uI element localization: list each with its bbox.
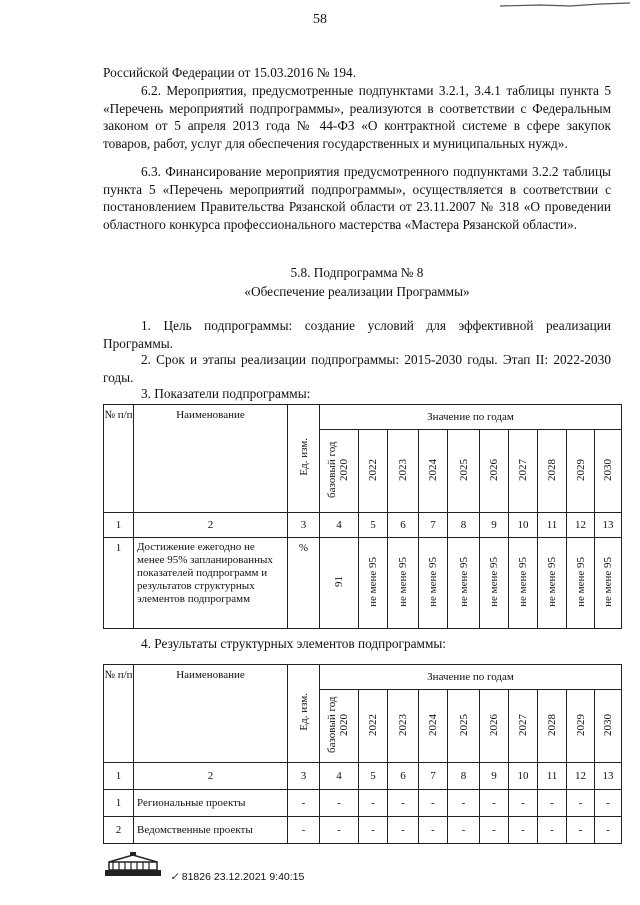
row-value-text: не мене 95 [367, 556, 379, 607]
row-value: - [509, 817, 538, 844]
row-value: - [448, 817, 480, 844]
table-row [104, 817, 622, 844]
row-value: - [388, 817, 419, 844]
col-number: 4 [320, 763, 359, 790]
column-number-row [104, 513, 622, 538]
col-number: 3 [288, 763, 320, 790]
col-number: 3 [288, 513, 320, 538]
header-year [480, 430, 509, 513]
table-row [104, 538, 622, 629]
year-label: 2030 [602, 713, 614, 736]
row-value: - [419, 790, 448, 817]
col-number: 13 [595, 513, 622, 538]
row-num: 2 [104, 817, 134, 844]
row-value [509, 538, 538, 629]
row-unit: - [288, 817, 320, 844]
header-name: Наименование [134, 665, 288, 763]
year-label: 2029 [574, 458, 587, 481]
check-mark-icon: ✓ [170, 871, 179, 883]
header-year [448, 690, 480, 763]
header-year [595, 690, 622, 763]
col-number: 12 [567, 763, 595, 790]
subprogram-goal: 1. Цель подпрограммы: создание условий для эффективной реализации Программы. [103, 318, 611, 351]
header-values: Значение по годам [320, 665, 622, 690]
col-number: 6 [388, 513, 419, 538]
year-label: 2027 [517, 458, 529, 481]
row-value: - [480, 817, 509, 844]
subprogram-title: «Обеспечение реализации Программы» [244, 284, 470, 299]
row-value [419, 538, 448, 629]
col-number: 4 [320, 513, 359, 538]
header-unit-text: Ед. изм. [297, 438, 310, 476]
header-year [567, 690, 595, 763]
col-number: 5 [359, 763, 388, 790]
document-id: 81826 23.12.2021 9:40:15 [181, 871, 305, 883]
col-number: 9 [480, 763, 509, 790]
row-value-text: не мене 95 [574, 556, 587, 607]
header-year [419, 690, 448, 763]
year-label: 2024 [427, 713, 439, 736]
row-value-text: не мене 95 [517, 556, 529, 607]
row-value [595, 538, 622, 629]
row-value-text: не мене 95 [427, 556, 439, 607]
col-number: 2 [134, 763, 288, 790]
col-number: 6 [388, 763, 419, 790]
row-value [359, 538, 388, 629]
header-base-year-text: базовый год 2020 [326, 696, 350, 753]
row-value-text: не мене 95 [488, 556, 500, 607]
row-base [320, 538, 359, 629]
row-num: 1 [104, 538, 134, 629]
indicators-table [103, 404, 622, 629]
row-name: Региональные проекты [134, 790, 288, 817]
row-unit: - [288, 790, 320, 817]
col-number: 13 [595, 763, 622, 790]
row-value [538, 538, 567, 629]
header-year [509, 690, 538, 763]
col-number: 11 [538, 513, 567, 538]
row-base: - [320, 817, 359, 844]
row-num: 1 [104, 790, 134, 817]
year-label: 2022 [367, 713, 379, 736]
col-number: 12 [567, 513, 595, 538]
row-value: - [538, 790, 567, 817]
year-label: 2030 [602, 458, 614, 481]
col-number: 10 [509, 513, 538, 538]
year-label: 2029 [574, 713, 587, 736]
paragraph-continuation: Российской Федерации от 15.03.2016 № 194. [103, 65, 357, 80]
subprogram-timeline: 2. Срок и этапы реализации подпрограммы: 2015-2030 годы. Этап II: 2022-2030 годы. [103, 352, 611, 385]
header-year [388, 690, 419, 763]
header-year [509, 430, 538, 513]
scan-artifact [500, 2, 630, 8]
year-label: 2022 [367, 458, 379, 481]
indicators-heading: 3. Показатели подпрограммы: [141, 386, 311, 401]
page-number: 58 [313, 12, 327, 27]
row-value [388, 538, 419, 629]
col-number: 11 [538, 763, 567, 790]
header-name: Наименование [134, 405, 288, 513]
row-value: - [419, 817, 448, 844]
col-number: 7 [419, 513, 448, 538]
results-table [103, 664, 622, 844]
header-year [595, 430, 622, 513]
col-number: 5 [359, 513, 388, 538]
year-label: 2026 [488, 458, 500, 481]
col-number: 1 [104, 763, 134, 790]
col-number: 8 [448, 763, 480, 790]
year-label: 2026 [488, 713, 500, 736]
row-value: - [480, 790, 509, 817]
row-value-text: не мене 95 [602, 556, 614, 607]
header-unit [288, 405, 320, 513]
document-stamp [170, 871, 304, 883]
year-label: 2028 [546, 713, 558, 736]
row-value-text: не мене 95 [546, 556, 558, 607]
header-unit-text: Ед. изм. [297, 693, 310, 731]
paragraph-6-3: 6.3. Финансирование мероприятия предусмотренного подпунктами 3.2.2 таблицы пункта 5 «Перечень мероприятий подпрограммы», осуществляется в соответствии с постановлением Правительства Рязанской области от 23.11.2007 № 318 «О проведении областного конкурса профессионального мастерства «Мастера Рязанской области». [103, 164, 611, 232]
row-value: - [595, 790, 622, 817]
building-logo-icon [103, 852, 163, 878]
row-value-text: не мене 95 [397, 556, 409, 607]
col-number: 1 [104, 513, 134, 538]
row-unit: % [288, 538, 320, 629]
row-value [567, 538, 595, 629]
header-base-year-text: базовый год 2020 [326, 441, 350, 498]
row-name: Достижение ежегодно не менее 95% запланированных показателей подпрограмм и результатов структурных элементов подпрограмм [134, 538, 288, 629]
row-name: Ведомственные проекты [134, 817, 288, 844]
year-label: 2024 [427, 458, 439, 481]
header-values: Значение по годам [320, 405, 622, 430]
row-value: - [509, 790, 538, 817]
col-number: 8 [448, 513, 480, 538]
header-year [359, 430, 388, 513]
header-num: № п/п [104, 665, 134, 763]
year-label: 2025 [457, 458, 470, 481]
header-year [419, 430, 448, 513]
results-heading: 4. Результаты структурных элементов подпрограммы: [141, 636, 446, 651]
row-value: - [359, 817, 388, 844]
table-row [104, 790, 622, 817]
subprogram-heading: 5.8. Подпрограмма № 8 [290, 265, 424, 280]
year-label: 2028 [546, 458, 558, 481]
row-value: - [388, 790, 419, 817]
year-label: 2027 [517, 713, 529, 736]
row-base: - [320, 790, 359, 817]
header-year [480, 690, 509, 763]
paragraph-6-2: 6.2. Мероприятия, предусмотренные подпунктами 3.2.1, 3.4.1 таблицы пункта 5 «Перечень мероприятий подпрограммы», реализуются в соответствии с Федеральным законом от 5 апреля 2013 года № 44-ФЗ «О контрактной системе в сфере закупок товаров, работ, услуг для обеспечения государственных и муниципальных нужд». [103, 83, 611, 151]
header-year [359, 690, 388, 763]
row-value: - [448, 790, 480, 817]
row-value [480, 538, 509, 629]
row-value: - [567, 790, 595, 817]
header-num: № п/п [104, 405, 134, 513]
header-unit [288, 665, 320, 763]
row-value: - [359, 790, 388, 817]
header-year [448, 430, 480, 513]
row-value: - [538, 817, 567, 844]
header-year [388, 430, 419, 513]
col-number: 10 [509, 763, 538, 790]
col-number: 7 [419, 763, 448, 790]
year-label: 2023 [397, 458, 409, 481]
row-value: - [567, 817, 595, 844]
header-year [538, 690, 567, 763]
header-year [567, 430, 595, 513]
year-label: 2023 [397, 713, 409, 736]
row-value-text: не мене 95 [457, 556, 470, 607]
header-base-year [320, 690, 359, 763]
row-value [448, 538, 480, 629]
row-base-text: 91 [333, 576, 345, 587]
year-label: 2025 [457, 713, 470, 736]
row-value: - [595, 817, 622, 844]
header-base-year [320, 430, 359, 513]
column-number-row [104, 763, 622, 790]
col-number: 9 [480, 513, 509, 538]
header-year [538, 430, 567, 513]
col-number: 2 [134, 513, 288, 538]
